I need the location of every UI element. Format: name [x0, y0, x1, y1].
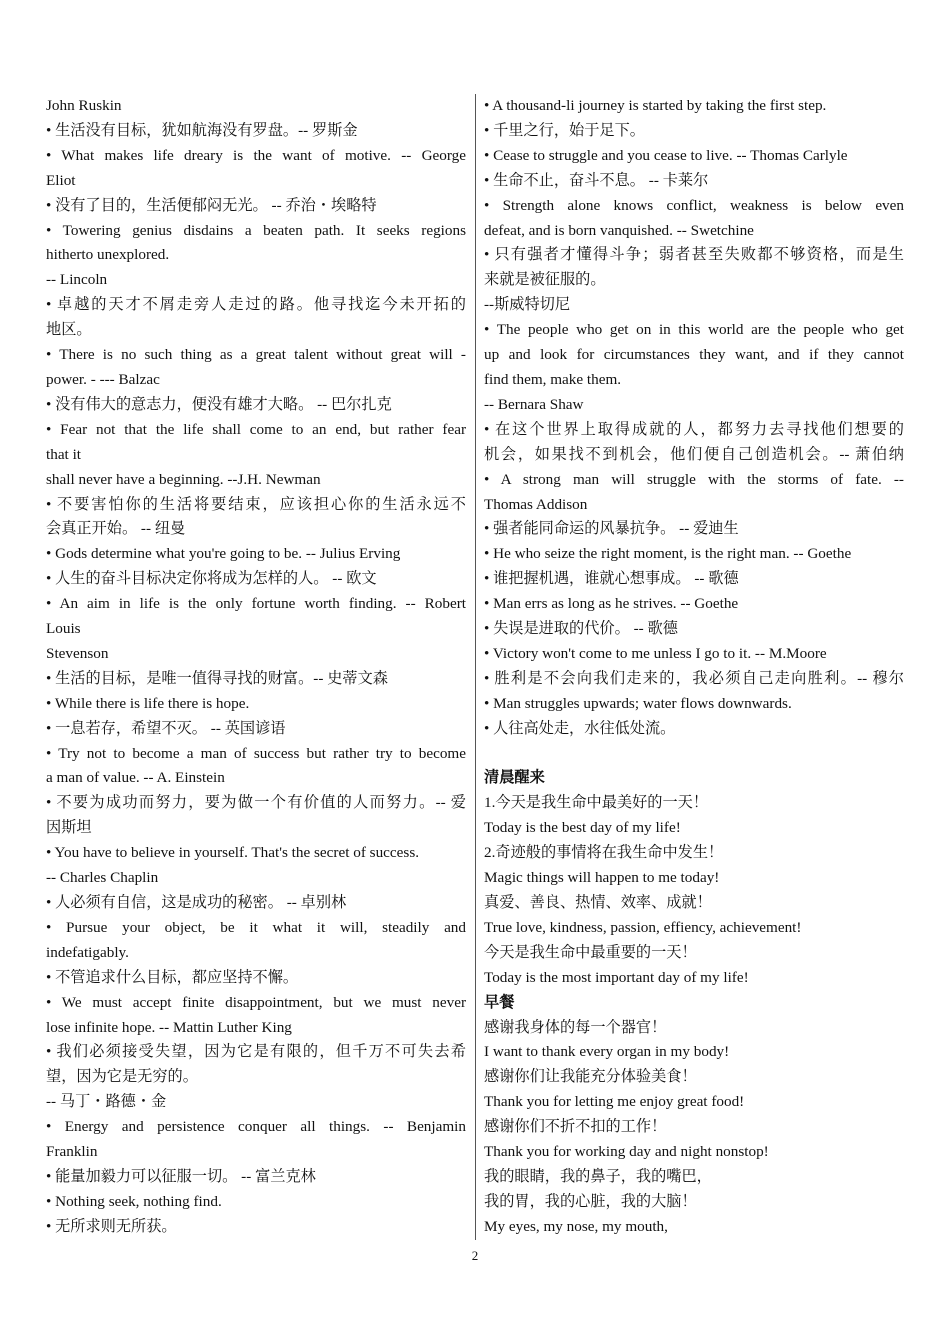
- right-text-line: • A strong man will struggle with the storms of fate. --: [484, 470, 904, 488]
- right-text-line: • Victory won't come to me unless I go to it. -- M.Moore: [484, 644, 827, 662]
- left-text-line: that it: [46, 445, 82, 463]
- left-text-line: • 能量加毅力可以征服一切。 -- 富兰克林: [46, 1167, 316, 1185]
- left-text-line: • 卓越的天才不屑走旁人走过的路。他寻找迄今未开拓的: [46, 296, 466, 314]
- left-text-line: indefatigably.: [46, 943, 129, 961]
- left-text-line: • While there is life there is hope.: [46, 694, 250, 712]
- left-text-line: 地区。: [46, 321, 92, 339]
- right-text-line: • 胜利是不会向我们走来的，我必须自己走向胜利。-- 穆尔: [484, 669, 904, 687]
- right-text-line: 我的胃，我的心脏，我的大脑！: [484, 1192, 697, 1210]
- right-text-line: 感谢你们让我能充分体验美食！: [484, 1068, 697, 1086]
- right-text-line: 今天是我生命中最重要的一天！: [484, 943, 697, 961]
- right-text-line: • Man errs as long as he strives. -- Goethe: [484, 595, 739, 613]
- right-text-line: Magic things will happen to me today!: [484, 869, 720, 887]
- left-text-line: hitherto unexplored.: [46, 246, 170, 264]
- left-text-line: Eliot: [46, 171, 76, 189]
- right-text-line: I want to thank every organ in my body!: [484, 1043, 730, 1061]
- right-text-line: Today is the most important day of my life!: [484, 968, 749, 986]
- right-text-line: • Cease to struggle and you cease to live. -- Thomas Carlyle: [484, 146, 848, 164]
- left-text-line: • 不管追求什么目标，都应坚持不懈。: [46, 968, 299, 986]
- left-text-line: -- 马丁・路德・金: [46, 1093, 167, 1111]
- column-divider: [475, 94, 476, 1240]
- left-text-line: • 不要害怕你的生活将要结束，应该担心你的生活永远不: [46, 495, 466, 513]
- left-text-line: Louis: [46, 620, 81, 638]
- left-text-line: Stevenson: [46, 644, 109, 662]
- right-text-line: find them, make them.: [484, 370, 622, 388]
- left-text-line: • We must accept finite disappointment, but we must never: [46, 993, 466, 1011]
- right-text-line: 2.奇迹般的事情将在我生命中发生！: [484, 844, 724, 862]
- left-text-line: • Try not to become a man of success but rather try to become: [46, 744, 466, 762]
- right-text-line: • The people who get on in this world are the people who get: [484, 321, 904, 339]
- right-text-line: Thank you for letting me enjoy great food!: [484, 1093, 745, 1111]
- page-number: 2: [471, 1248, 479, 1263]
- left-text-line: 会真正开始。 -- 纽曼: [46, 520, 186, 538]
- right-text-line: • 千里之行，始于足下。: [484, 121, 645, 139]
- right-column: [484, 94, 904, 1240]
- right-text-line: --斯威特切尼: [484, 296, 571, 314]
- left-text-line: • Gods determine what you're going to be. -- Julius Erving: [46, 545, 401, 563]
- left-text-line: 因斯坦: [46, 819, 92, 837]
- right-text-line: 机会，如果找不到机会，他们便自己创造机会。-- 萧伯纳: [484, 445, 904, 463]
- right-text-line: 感谢我身体的每一个器官！: [484, 1018, 667, 1036]
- left-text-line: • 生活没有目标，犹如航海没有罗盘。-- 罗斯金: [46, 121, 358, 139]
- right-text-line: -- Bernara Shaw: [484, 395, 584, 413]
- right-text-line: • 生命不止，奋斗不息。 -- 卡莱尔: [484, 171, 709, 189]
- left-text-line: • An aim in life is the only fortune worth finding. -- Robert: [46, 595, 466, 613]
- left-text-line: • 没有伟大的意志力，便没有雄才大略。 -- 巴尔扎克: [46, 395, 392, 413]
- left-text-line: John Ruskin: [46, 97, 122, 114]
- left-text-line: a man of value. -- A. Einstein: [46, 769, 225, 787]
- left-text-line: • Energy and persistence conquer all things. -- Benjamin: [46, 1118, 466, 1136]
- right-text-line: 我的眼睛，我的鼻子，我的嘴巴，: [484, 1167, 712, 1185]
- left-text-line: • What makes life dreary is the want of motive. -- George: [46, 146, 466, 164]
- right-text-line: • Strength alone knows conflict, weakness is below even: [484, 196, 904, 214]
- right-text-line: • 强者能同命运的风暴抗争。 -- 爱迪生: [484, 520, 739, 538]
- right-text-line: Thank you for working day and night nonstop!: [484, 1143, 769, 1161]
- left-text-line: • 不要为成功而努力，要为做一个有价值的人而努力。-- 爱: [46, 794, 466, 812]
- right-text-line: defeat, and is born vanquished. -- Swetchine: [484, 221, 754, 239]
- left-column: [46, 94, 466, 1240]
- left-text-line: • 一息若存，希望不灭。 -- 英国谚语: [46, 719, 286, 737]
- left-text-line: • 生活的目标，是唯一值得寻找的财富。-- 史蒂文森: [46, 669, 388, 687]
- right-text-line: • 在这个世界上取得成就的人，都努力去寻找他们想要的: [484, 420, 904, 438]
- left-text-line: • 无所求则无所获。: [46, 1217, 177, 1235]
- right-text-line: • 失误是进取的代价。 -- 歌德: [484, 620, 678, 638]
- right-text-line: • 人往高处走，水往低处流。: [484, 719, 676, 737]
- right-text-line: [484, 742, 904, 767]
- left-text-line: • You have to believe in yourself. That's the secret of success.: [46, 844, 420, 862]
- left-text-line: • 人生的奋斗目标决定你将成为怎样的人。 -- 欧文: [46, 570, 377, 588]
- left-text-line: • 没有了目的，生活便郁闷无光。 -- 乔治・埃略特: [46, 196, 377, 214]
- right-text-line: My eyes, my nose, my mouth,: [484, 1217, 668, 1235]
- left-text-line: -- Charles Chaplin: [46, 869, 159, 887]
- right-text-line: 来就是被征服的。: [484, 271, 606, 289]
- right-text-line: up and look for circumstances they want, and if they cannot: [484, 346, 904, 364]
- left-text-line: 望，因为它是无穷的。: [46, 1068, 198, 1086]
- right-heading: 早餐: [484, 993, 515, 1011]
- right-text-line: 1.今天是我生命中最美好的一天！: [484, 794, 709, 812]
- right-text-line: • A thousand-li journey is started by taking the first step.: [484, 97, 827, 114]
- right-text-line: • He who seize the right moment, is the right man. -- Goethe: [484, 545, 852, 563]
- left-text-line: power. - --- Balzac: [46, 370, 160, 388]
- left-text-line: • Pursue your object, be it what it will, steadily and: [46, 918, 466, 936]
- right-text-line: • Man struggles upwards; water flows downwards.: [484, 694, 792, 712]
- left-text-line: lose infinite hope. -- Mattin Luther King: [46, 1018, 292, 1036]
- right-text-line: • 谁把握机遇，谁就心想事成。 -- 歌德: [484, 570, 739, 588]
- left-text-line: • There is no such thing as a great talent without great will -: [46, 346, 466, 364]
- left-text-line: • Towering genius disdains a beaten path. It seeks regions: [46, 221, 466, 239]
- right-text-line: 感谢你们不折不扣的工作！: [484, 1118, 667, 1136]
- right-heading: 清晨醒来: [484, 769, 545, 787]
- left-text-line: shall never have a beginning. --J.H. Newman: [46, 470, 321, 488]
- left-text-line: • 我们必须接受失望，因为它是有限的，但千万不可失去希: [46, 1043, 466, 1061]
- right-text-line: True love, kindness, passion, effiency, achievement!: [484, 918, 802, 936]
- right-text-line: Today is the best day of my life!: [484, 819, 681, 837]
- left-text-line: • Fear not that the life shall come to an end, but rather fear: [46, 420, 466, 438]
- left-text-line: • Nothing seek, nothing find.: [46, 1192, 222, 1210]
- right-text-line: • 只有强者才懂得斗争；弱者甚至失败都不够资格，而是生: [484, 246, 904, 264]
- right-text-line: Thomas Addison: [484, 495, 588, 513]
- left-text-line: • 人必须有自信，这是成功的秘密。 -- 卓别林: [46, 894, 347, 911]
- left-text-line: Franklin: [46, 1143, 98, 1161]
- right-text-line: 真爱、善良、热情、效率、成就！: [484, 893, 712, 911]
- left-text-line: -- Lincoln: [46, 271, 108, 289]
